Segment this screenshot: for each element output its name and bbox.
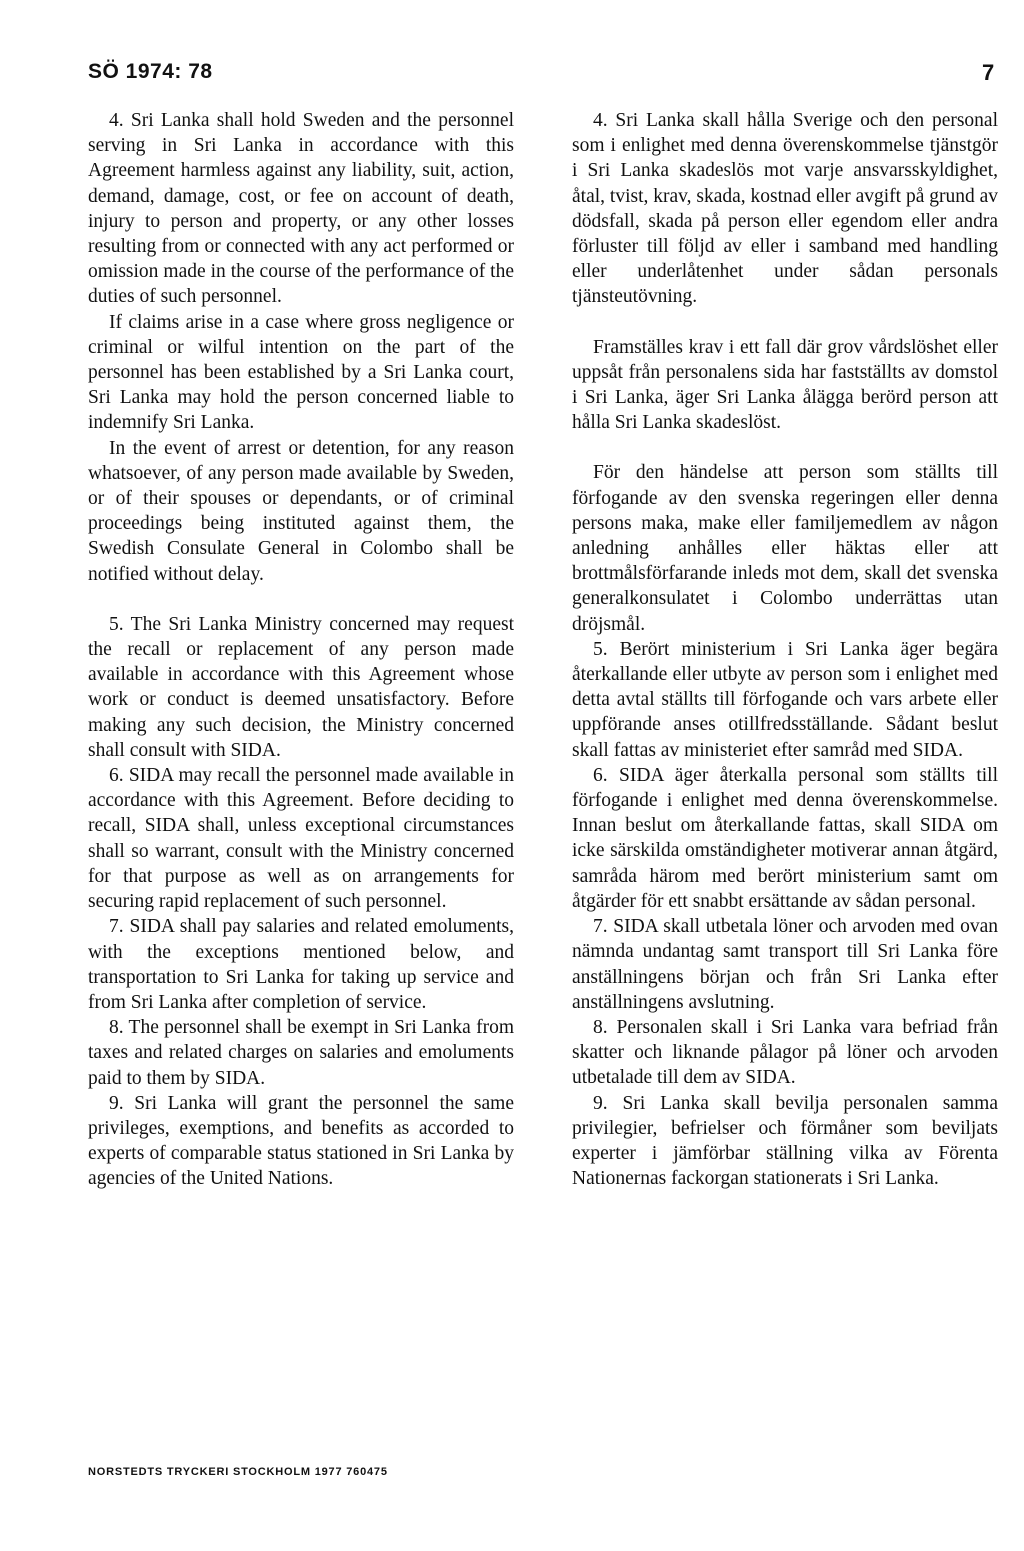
page-number: 7	[982, 60, 995, 85]
printer-imprint: NORSTEDTS TRYCKERI STOCKHOLM 1977 760475	[88, 1466, 388, 1478]
document-reference: SÖ 1974: 78	[88, 60, 213, 83]
en-paragraph-7: 7. SIDA shall pay salaries and related emoluments, with the exceptions mentioned below, and transportation to Sri Lanka for taking up service and from Sri Lanka after completion of service.	[88, 916, 514, 1013]
paragraph-gap	[572, 435, 998, 460]
en-paragraph-4b: If claims arise in a case where gross negligence or criminal or wilful intention on the part of the personnel has been established by a Sri Lanka court, Sri Lanka may hold the person concerned liable to indemnify Sri Lanka.	[88, 311, 514, 434]
sv-paragraph-4c: För den händelse att person som ställts till förfogande av den svenska regeringen eller denna persons maka, make eller familjemedlem av någon anledning anhålles eller häktas eller att brottmålsförfarande inleds mot dem, skall det svenska generalkonsulatet i Colombo underrättas utan dröjsmål.	[572, 462, 998, 635]
swedish-column	[572, 108, 998, 1191]
paragraph-gap	[572, 310, 998, 335]
en-paragraph-4a: 4. Sri Lanka shall hold Sweden and the personnel serving in Sri Lanka in accordance with this Agreement harmless against any liability, suit, action, demand, damage, cost, or fee on account of death, injury to person and property, or any other losses resulting from or connected with any act performed or omission made in the course of the performance of the duties of such personnel.	[88, 110, 514, 308]
sv-paragraph-4b: Framställes krav i ett fall där grov vårdslöshet eller uppsåt från personalens sida har fastställts av domstol i Sri Lanka, äger Sri Lanka ålägga berörd person att hålla Sri Lanka skadeslöst.	[572, 336, 998, 434]
sv-paragraph-5: 5. Berört ministerium i Sri Lanka äger begära återkallande eller utbyte av person som i enlighet med detta avtal ställts till förfogande och vars arbete eller uppförande anses otillfredsställande. Sådant beslut skall fattas av ministeriet efter samråd med SIDA.	[572, 638, 998, 761]
paragraph-gap	[88, 587, 514, 612]
en-paragraph-6: 6. SIDA may recall the personnel made available in accordance with this Agreement. Before deciding to recall, SIDA shall, unless exceptional circumstances shall so warrant, consult with the Ministry concerned for that purpose as well as on arrangements for securing rapid replacement of such personnel.	[88, 765, 514, 913]
sv-paragraph-6: 6. SIDA äger återkalla personal som ställts till förfogande i enlighet med denna överenskommelse. Innan beslut om återkallande fattas, skall SIDA om icke särskilda omständigheter motiverar annan åtgärd, samråda härom med berört ministerium samt om åtgärder för ett snabbt ersättande av sådan personal.	[572, 764, 998, 912]
en-paragraph-9: 9. Sri Lanka will grant the personnel the same privileges, exemptions, and benefits as accorded to experts of comparable status stationed in Sri Lanka by agencies of the United Nations.	[88, 1092, 514, 1190]
en-paragraph-5: 5. The Sri Lanka Ministry concerned may request the recall or replacement of any person made available in accordance with this Agreement whose work or conduct is deemed unsatisfactory. Before making any such decision, the Ministry concerned shall consult with SIDA.	[88, 613, 514, 761]
en-paragraph-8: 8. The personnel shall be exempt in Sri Lanka from taxes and related charges on salaries and emoluments paid to them by SIDA.	[88, 1017, 514, 1089]
sv-paragraph-9: 9. Sri Lanka skall bevilja personalen samma privilegier, befrielser och förmåner som beviljats experter i jämförbar ställning vilka av Förenta Nationernas fackorgan stationerats i Sri Lanka.	[572, 1092, 998, 1190]
english-column	[88, 108, 514, 1192]
sv-paragraph-4a: 4. Sri Lanka skall hålla Sverige och den personal som i enlighet med denna överenskommelse tjänstgör i Sri Lanka skadeslös mot varje ansvarsskyldighet, åtal, tvist, krav, skada, kostnad eller avgift på grund av dödsfall, skada på person eller egendom eller andra förluster till följd av eller i samband med handling eller underlåtenhet under sådan personals tjänsteutövning.	[572, 110, 998, 308]
sv-paragraph-7: 7. SIDA skall utbetala löner och arvoden med ovan nämnda undantag samt transport till Sri Lanka före anställningens början och från Sri Lanka efter anställningens avslutning.	[572, 916, 998, 1013]
sv-paragraph-8: 8. Personalen skall i Sri Lanka vara befriad från skatter och liknande pålagor på löner och arvoden utbetalade till dem av SIDA.	[572, 1016, 998, 1089]
en-paragraph-4c: In the event of arrest or detention, for any reason whatsoever, of any person made available by Sweden, or of their spouses or dependants, or of criminal proceedings being instituted against them, the Swedish Consulate General in Colombo shall be notified without delay.	[88, 437, 514, 585]
